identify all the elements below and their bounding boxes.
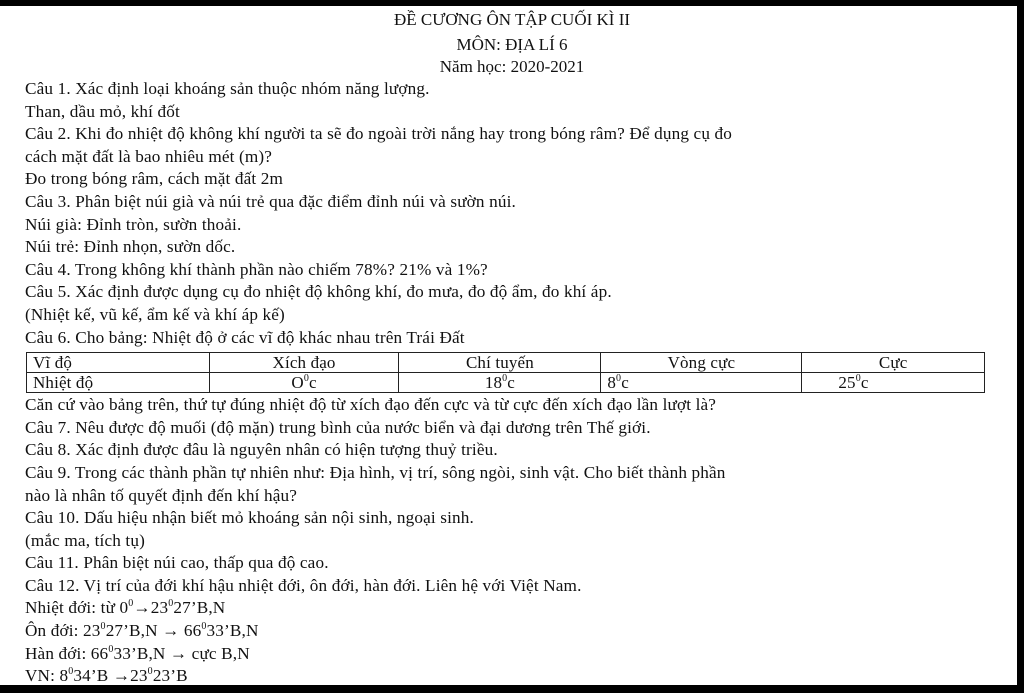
- question-11: Câu 11. Phân biệt núi cao, thấp qua độ cao.: [25, 553, 329, 573]
- question-3: Câu 3. Phân biệt núi già và núi trẻ qua đặc điểm đỉnh núi và sườn núi.: [25, 191, 516, 211]
- header-tropic: Chí tuyến: [399, 353, 601, 373]
- zone-vietnam: VN: $8^034’B$ $\to 23^023’B$: [25, 666, 188, 685]
- question-2-line-1: Câu 2. Khi đo nhiệt độ không khí người ta sẽ đo ngoài trời nắng hay trong bóng râm? Để dụng cụ đo: [25, 124, 732, 144]
- header-pole: Cực: [802, 353, 985, 373]
- temp-tropic: $18^0c$: [399, 373, 601, 393]
- zone-temperate: Ôn đới: $23^027’B,N$ → $66^033’B,N$: [25, 621, 259, 641]
- question-9-line-2: nào là nhân tố quyết định đến khí hậu?: [25, 485, 298, 505]
- question-7: Câu 7. Nêu được độ muối (độ mặn) trung bình của nước biển và đại dương trên Thế giới.: [25, 417, 651, 437]
- temperature-table: [26, 352, 985, 393]
- question-6: Câu 6. Cho bảng: Nhiệt độ ở các vĩ độ khác nhau trên Trái Đất: [25, 327, 465, 347]
- question-8: Câu 8. Xác định được đâu là nguyên nhân có hiện tượng thuỷ triều.: [25, 440, 498, 460]
- answer-3-young-mountain: Núi trẻ: Đỉnh nhọn, sườn dốc.: [25, 237, 236, 257]
- row-label-temperature: Nhiệt độ: [27, 373, 210, 393]
- header-latitude: Vĩ độ: [27, 353, 210, 373]
- answer-5: (Nhiệt kế, vũ kế, ẩm kế và khí áp kế): [25, 304, 285, 324]
- question-4: Câu 4. Trong không khí thành phần nào chiếm 78%? 21% và 1%?: [25, 259, 488, 279]
- question-12: Câu 12. Vị trí của đới khí hậu nhiệt đới, ôn đới, hàn đới. Liên hệ với Việt Nam.: [25, 575, 582, 595]
- question-1: Câu 1. Xác định loại khoáng sản thuộc nhóm năng lượng.: [25, 79, 430, 98]
- document-title: ĐỀ CƯƠNG ÔN TẬP CUỐI KÌ II: [393, 10, 631, 29]
- question-6-followup: Căn cứ vào bảng trên, thứ tự đúng nhiệt độ từ xích đạo đến cực và từ cực đến xích đạo lần lượt là?: [25, 395, 717, 415]
- question-2-line-2: cách mặt đất là bao nhiêu mét (m)?: [25, 146, 273, 166]
- answer-1: Than, dầu mỏ, khí đốt: [25, 101, 180, 121]
- table-header-row: [27, 353, 985, 373]
- document-page: [0, 6, 1024, 685]
- temp-polar-circle: $8^0c$: [601, 373, 802, 393]
- question-5: Câu 5. Xác định được dụng cụ đo nhiệt độ không khí, đo mưa, đo độ ẩm, đo khí áp.: [25, 282, 612, 302]
- answer-10: (mắc ma, tích tụ): [25, 530, 145, 550]
- zone-tropical: Nhiệt đới: từ $0^0\to 23^027’B,N$: [25, 598, 226, 618]
- answer-2: Đo trong bóng râm, cách mặt đất 2m: [25, 169, 284, 189]
- question-list: [25, 78, 995, 685]
- scan-border: [1017, 0, 1024, 693]
- subject-line: MÔN: ĐỊA LÍ 6: [456, 35, 568, 54]
- header-equator: Xích đạo: [209, 353, 399, 373]
- school-year-line: Năm học: 2020-2021: [439, 57, 585, 76]
- header-polar-circle: Vòng cực: [601, 353, 802, 373]
- temp-equator: $O^0c$: [209, 373, 399, 393]
- question-10: Câu 10. Dấu hiệu nhận biết mỏ khoáng sản nội sinh, ngoại sinh.: [25, 508, 474, 528]
- temp-pole: $25^0c$: [802, 373, 985, 393]
- answer-3-old-mountain: Núi già: Đỉnh tròn, sườn thoải.: [25, 214, 242, 234]
- zone-polar: Hàn đới: $66^033’B,N$ → cực B,N: [25, 643, 250, 663]
- question-9-line-1: Câu 9. Trong các thành phần tự nhiên như: Địa hình, vị trí, sông ngòi, sinh vật. Cho biết thành phần: [25, 462, 726, 482]
- table-data-row: [27, 373, 985, 393]
